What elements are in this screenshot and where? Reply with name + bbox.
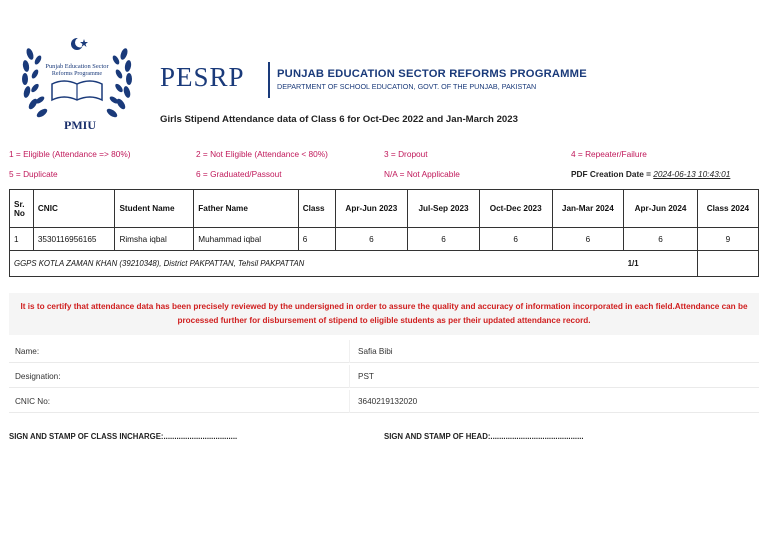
head-signature: SIGN AND STAMP OF HEAD:........................................... (384, 432, 584, 441)
cnic-label: CNIC No: (15, 397, 51, 406)
cnic-value: 3640219132020 (358, 397, 418, 406)
cell-father-name: Muhammad iqbal (194, 228, 298, 251)
pdf-creation-date (571, 169, 730, 179)
header-apr-jun-2024: Apr-Jun 2024 (624, 190, 698, 228)
pdf-date-value: 2024-06-13 10:43:01 (653, 169, 731, 179)
school-row-empty (697, 251, 758, 277)
org-name: PUNJAB EDUCATION SECTOR REFORMS PROGRAMME (277, 68, 587, 80)
cell-jan-mar-2024: 6 (552, 228, 624, 251)
cell-cnic: 3530116956165 (33, 228, 115, 251)
name-label: Name: (15, 347, 40, 356)
header-cnic: CNIC (33, 190, 115, 228)
designation-label: Designation: (15, 372, 61, 381)
name-value: Safia Bibi (358, 347, 393, 356)
designation-value: PST (358, 372, 374, 381)
legend-not-eligible: 2 = Not Eligible (Attendance < 80%) (196, 149, 328, 159)
cell-sr: 1 (10, 228, 34, 251)
legend-repeater: 4 = Repeater/Failure (571, 149, 647, 159)
cell-apr-jun-2023: 6 (335, 228, 408, 251)
certification-text: It is to certify that attendance data has been precisely reviewed by the undersigned in order to assure the quality and accuracy of information incorporated in each field.Attendance can be processed further for disbursement of stipend to eligible students as per their updated attendance record. (9, 293, 759, 335)
logo-text-line2: Reforms Programme (51, 71, 103, 77)
report-title: Girls Stipend Attendance data of Class 6 for Oct-Dec 2022 and Jan-March 2023 (160, 114, 518, 125)
header-class: Class (298, 190, 335, 228)
legend-graduated: 6 = Graduated/Passout (196, 169, 282, 179)
class-incharge-signature: SIGN AND STAMP OF CLASS INCHARGE:.................................. (9, 432, 238, 441)
header-father-name: Father Name (194, 190, 298, 228)
cell-oct-dec-2023: 6 (479, 228, 552, 251)
header-sr-no: Sr. No (10, 190, 34, 228)
school-info: GGPS KOTLA ZAMAN KHAN (39210348), District PAKPATTAN, Tehsil PAKPATTAN (10, 251, 624, 277)
info-row-designation (9, 365, 759, 388)
header-oct-dec-2023: Oct-Dec 2023 (479, 190, 552, 228)
cell-class: 6 (298, 228, 335, 251)
header-jul-sep-2023: Jul-Sep 2023 (408, 190, 480, 228)
header-jan-mar-2024: Jan-Mar 2024 (552, 190, 624, 228)
info-row-name (9, 340, 759, 363)
info-row-cnic (9, 390, 759, 413)
legend-dropout: 3 = Dropout (384, 149, 428, 159)
legend-not-applicable: N/A = Not Applicable (384, 169, 460, 179)
page-number: 1/1 (624, 251, 698, 277)
cell-student-name: Rimsha iqbal (115, 228, 194, 251)
header-apr-jun-2023: Apr-Jun 2023 (335, 190, 408, 228)
brand-wordmark: PESRP (160, 62, 245, 92)
pmiu-badge: PMIU (64, 118, 96, 132)
logo-text-line1: Punjab Education Sector (45, 63, 109, 70)
legend-eligible: 1 = Eligible (Attendance => 80%) (9, 149, 131, 159)
table-row (10, 228, 759, 251)
cell-apr-jun-2024: 6 (624, 228, 698, 251)
cell-jul-sep-2023: 6 (408, 228, 480, 251)
legend-duplicate: 5 = Duplicate (9, 169, 58, 179)
header-divider (268, 62, 270, 98)
pdf-date-label: PDF Creation Date = (571, 169, 654, 179)
header-student-name: Student Name (115, 190, 194, 228)
table-header-row (10, 190, 759, 228)
attendance-table (9, 189, 759, 277)
header-class-2024: Class 2024 (697, 190, 758, 228)
cell-class-2024: 9 (697, 228, 758, 251)
school-row (10, 251, 759, 277)
org-subtitle: DEPARTMENT OF SCHOOL EDUCATION, GOVT. OF THE PUNJAB, PAKISTAN (277, 82, 537, 91)
